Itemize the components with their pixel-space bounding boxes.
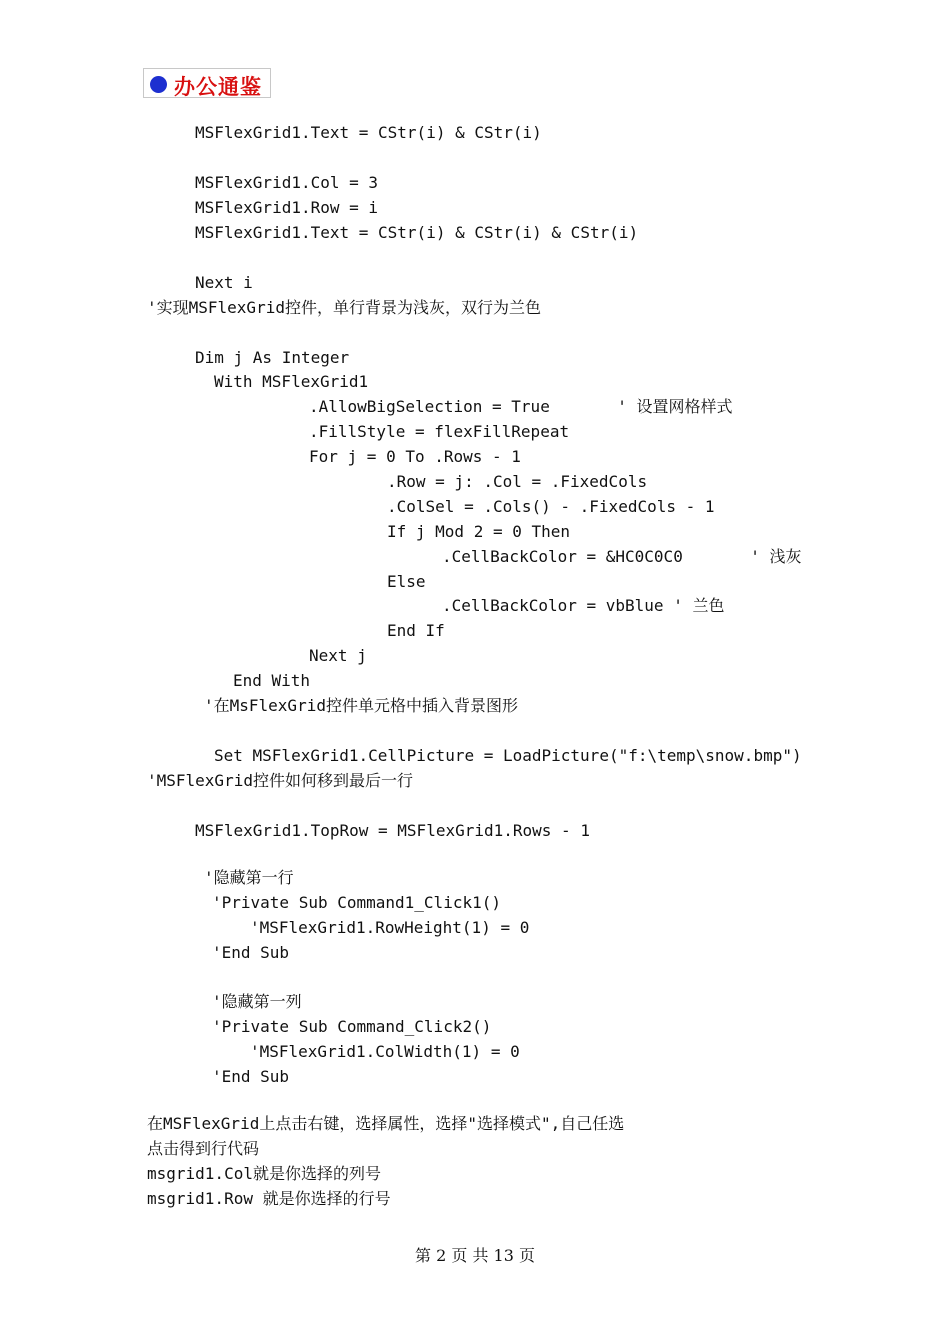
code-line: With MSFlexGrid1 xyxy=(214,372,369,391)
code-line: MSFlexGrid1.Text = CStr(i) & CStr(i) & CStr(i) xyxy=(195,223,639,242)
code-line: Next j xyxy=(309,646,367,665)
logo xyxy=(143,68,271,98)
code-line: .AllowBigSelection = True ' 设置网格样式 xyxy=(309,397,733,416)
comment-line: 'Private Sub Command_Click2() xyxy=(212,1017,492,1036)
code-line: Next i xyxy=(195,273,253,292)
comment-line: '在MsFlexGrid控件单元格中插入背景图形 xyxy=(204,696,518,715)
code-line: .CellBackColor = &HC0C0C0 ' 浅灰 xyxy=(442,547,802,566)
code-line: MSFlexGrid1.TopRow = MSFlexGrid1.Rows - 1 xyxy=(195,821,590,840)
code-line: MSFlexGrid1.Row = i xyxy=(195,198,379,217)
text-line: 在MSFlexGrid上点击右键，选择属性，选择"选择模式",自己任选 xyxy=(147,1114,625,1133)
code-line: .ColSel = .Cols() - .FixedCols - 1 xyxy=(387,497,715,516)
code-line: For j = 0 To .Rows - 1 xyxy=(309,447,521,466)
code-line: MSFlexGrid1.Col = 3 xyxy=(195,173,379,192)
comment-line: '隐藏第一行 xyxy=(204,868,294,887)
text-line: 点击得到行代码 xyxy=(147,1139,260,1158)
comment-line: 'End Sub xyxy=(212,943,290,962)
code-line: .Row = j: .Col = .FixedCols xyxy=(387,472,648,491)
comment-line: 'End Sub xyxy=(212,1067,290,1086)
code-line: End With xyxy=(233,671,311,690)
comment-line: 'MSFlexGrid控件如何移到最后一行 xyxy=(147,771,413,790)
code-line: Else xyxy=(387,572,426,591)
code-line: Dim j As Integer xyxy=(195,348,350,367)
page-number: 第 2 页 共 13 页 xyxy=(415,1246,535,1265)
comment-line: 'MSFlexGrid1.RowHeight(1) = 0 xyxy=(250,918,530,937)
logo-text: 办公通鉴 xyxy=(174,74,262,99)
code-line: .CellBackColor = vbBlue ' 兰色 xyxy=(442,596,725,615)
comment-line: '隐藏第一列 xyxy=(212,992,302,1011)
comment-line: 'MSFlexGrid1.ColWidth(1) = 0 xyxy=(250,1042,520,1061)
code-line: If j Mod 2 = 0 Then xyxy=(387,522,571,541)
code-line: End If xyxy=(387,621,445,640)
code-line: Set MSFlexGrid1.CellPicture = LoadPicture("f:\temp\snow.bmp") xyxy=(214,746,802,765)
text-line: msgrid1.Col就是你选择的列号 xyxy=(147,1164,381,1183)
code-line: MSFlexGrid1.Text = CStr(i) & CStr(i) xyxy=(195,123,542,142)
text-line: msgrid1.Row 就是你选择的行号 xyxy=(147,1189,391,1208)
logo-circle-icon xyxy=(150,76,167,93)
code-line: .FillStyle = flexFillRepeat xyxy=(309,422,570,441)
comment-line: '实现MSFlexGrid控件，单行背景为浅灰，双行为兰色 xyxy=(147,298,541,317)
comment-line: 'Private Sub Command1_Click1() xyxy=(212,893,501,912)
